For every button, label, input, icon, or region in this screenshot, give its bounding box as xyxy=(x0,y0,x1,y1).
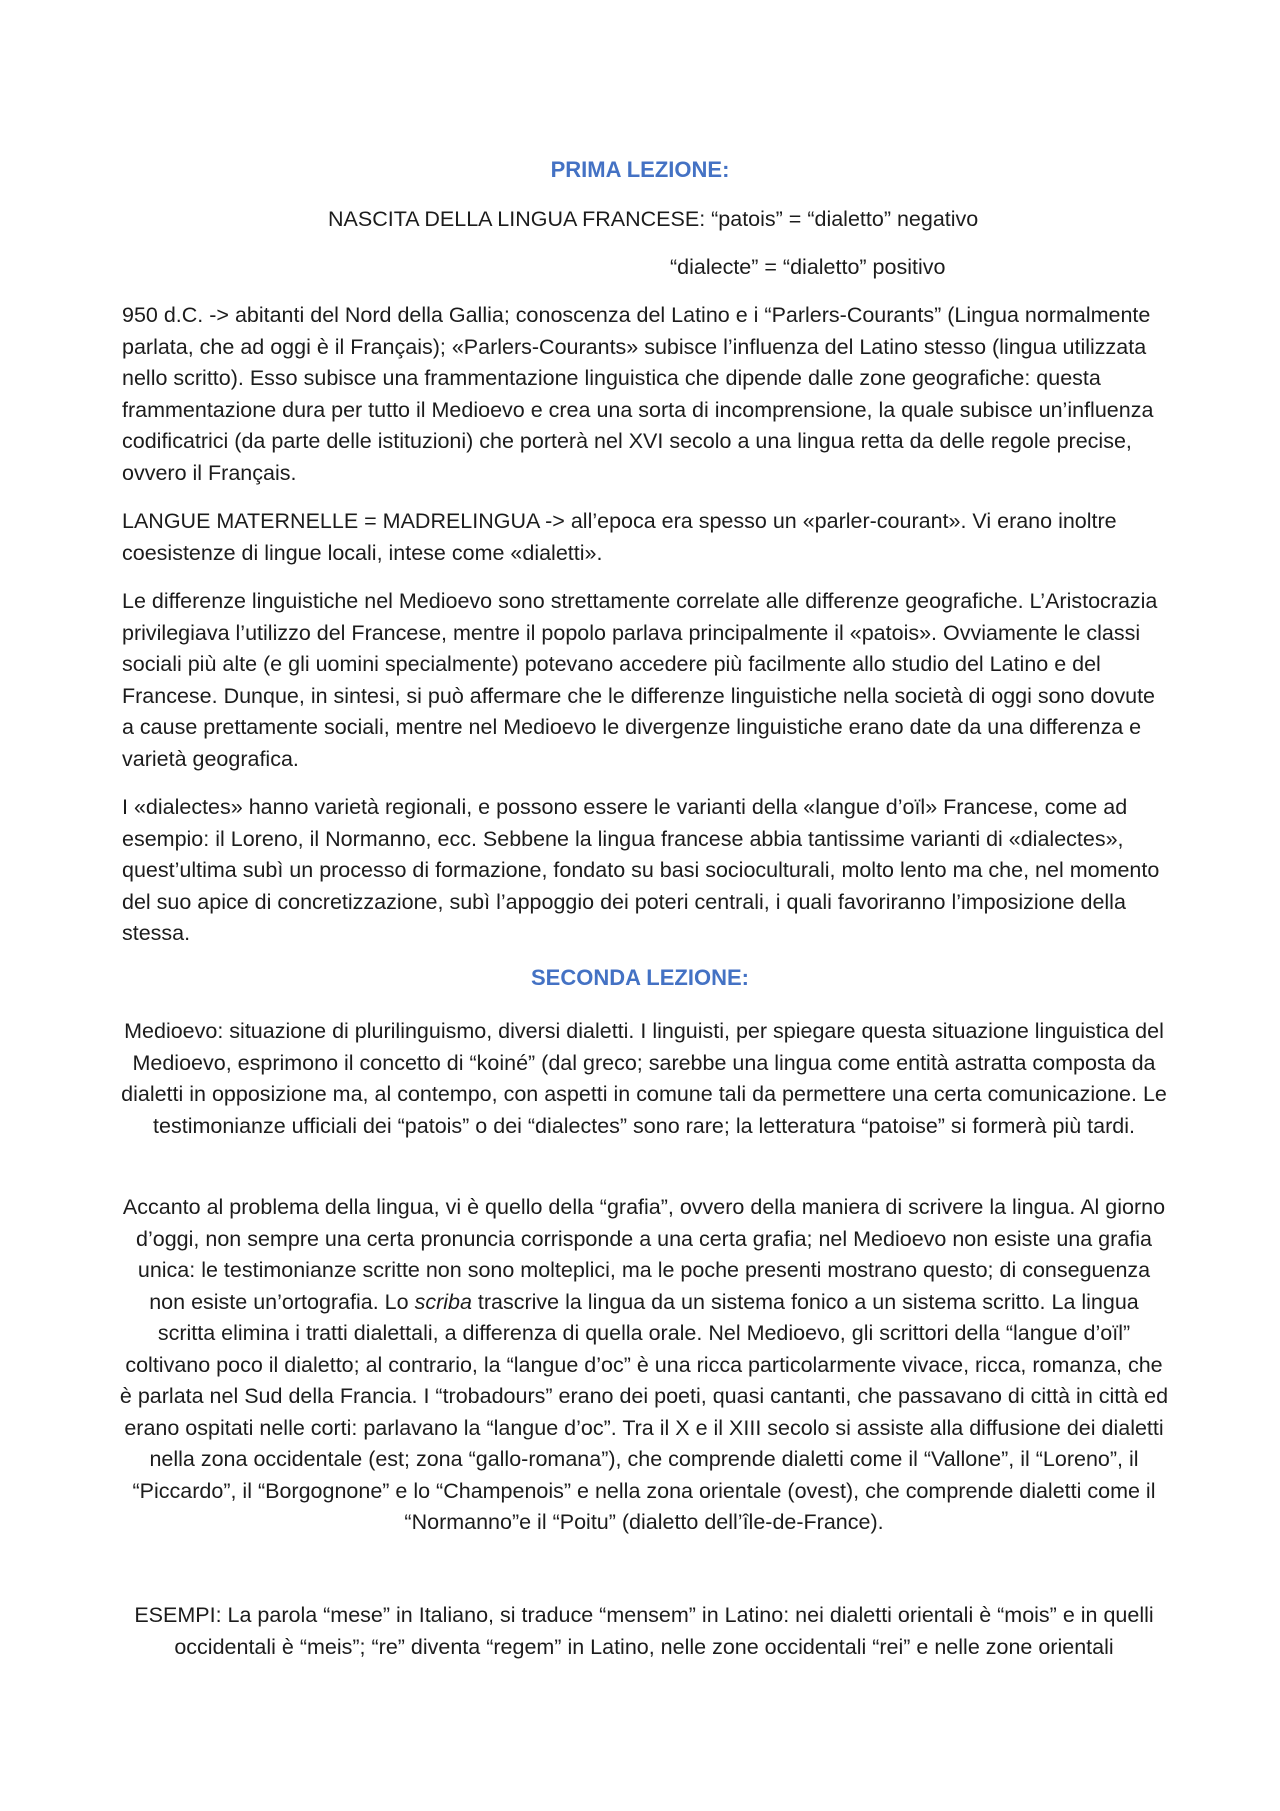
lesson2-paragraph-2 xyxy=(118,1192,1170,1539)
lesson1-heading: PRIMA LEZIONE: xyxy=(550,157,730,182)
lesson1-paragraph-1: 950 d.C. -> abitanti del Nord della Gallia; conoscenza del Latino e i “Parlers-Courants” (Lingua normalmente parlata, che ad oggi è il Français); «Parlers-Courants» subisce l’influenza del Latino stesso (lingua utilizzata nello scritto). Esso subisce una frammentazione linguistica che dipende dalle zone geografiche: questa frammentazione dura per tutto il Medioevo e crea una sorta di incomprensione, la quale subisce un’influenza codificatrici (da parte delle istituzioni) che porterà nel XVI secolo a una lingua retta da delle regole precise, ovvero il Français. xyxy=(122,303,1154,485)
lesson2-paragraph-1: Medioevo: situazione di plurilinguismo, diversi dialetti. I linguisti, per spiegare questa situazione linguistica del Medioevo, esprimono il concetto di “koiné” (dal greco; sarebbe una lingua come entità astratta composta da dialetti in opposizione ma, al contempo, con aspetti in comune tali da permettere una certa comunicazione. Le testimonianze ufficiali dei “patois” o dei “dialectes” sono rare; la letteratura “patoise” si formerà più tardi. xyxy=(121,1019,1167,1138)
scriba-italic: scriba xyxy=(414,1289,472,1314)
lesson1-title-line1: NASCITA DELLA LINGUA FRANCESE: “patois” = “dialetto” negativo xyxy=(328,207,979,231)
lesson2-paragraph-2-part2: trascrive la lingua da un sistema fonico a un sistema scritto. La lingua scritta elimina i tratti dialettali, a differenza di quella orale. Nel Medioevo, gli scrittori della “langue d’oïl” coltivano poco il dialetto; al contrario, la “langue d’oc” è una ricca particolarmente vivace, ricca, romanza, che è parlata nel Sud della Francia. I “trobadours” erano dei poeti, quasi cantanti, che passavano di città in città ed erano ospitati nelle corti: parlavano la “langue d’oc”. Tra il X e il XIII secolo si assiste alla diffusione dei dialetti nella zona occidentale (est; zona “gallo-romana”), che comprende dialetti come il “Vallone”, il “Loreno”, il “Piccardo”, il “Borgognone” e lo “Champenois” e nella zona orientale (ovest), che comprende dialetti come il “Normanno”e il “Poitu” (dialetto dell’île-de-France). xyxy=(119,1289,1169,1534)
lesson1-paragraph-2: LANGUE MATERNELLE = MADRELINGUA -> all’epoca era spesso un «parler-courant». Vi erano inoltre coesistenze di lingue locali, intese come «dialetti». xyxy=(122,509,1117,565)
lesson2-paragraph-2-part1: Accanto al problema della lingua, vi è quello della “grafia”, ovvero della maniera di scrivere la lingua. Al giorno d’oggi, non sempre una certa pronuncia corrisponde a una certa grafia; nel Medioevo non esiste una grafia unica: le testimonianze scritte non sono molteplici, ma le poche presenti mostrano questo; di conseguenza non esiste un’ortografia. Lo xyxy=(122,1195,1166,1314)
lesson2-heading: SECONDA LEZIONE: xyxy=(531,965,749,990)
lesson1-paragraph-3: Le differenze linguistiche nel Medioevo sono strettamente correlate alle differenze geografiche. L’Aristocrazia privilegiava l’utilizzo del Francese, mentre il popolo parlava principalmente il «patois». Ovviamente le classi sociali più alte (e gli uomini specialmente) potevano accedere più facilmente allo studio del Latino e del Francese. Dunque, in sintesi, si può affermare che le differenze linguistiche nella società di oggi sono dovute a cause prettamente sociali, mentre nel Medioevo le divergenze linguistiche erano date da una differenza e varietà geografica. xyxy=(122,589,1158,771)
lesson2-paragraph-3: ESEMPI: La parola “mese” in Italiano, si traduce “mensem” in Latino: nei dialetti orientali è “mois” e in quelli occidentali è “meis”; “re” diventa “regem” in Latino, nelle zone occidentali “rei” e nelle zone orientali xyxy=(134,1603,1154,1659)
lesson1-title-line2: “dialecte” = “dialetto” positivo xyxy=(670,255,946,279)
lesson1-paragraph-4: I «dialectes» hanno varietà regionali, e possono essere le varianti della «langue d’oïl» Francese, come ad esempio: il Loreno, il Normanno, ecc. Sebbene la lingua francese abbia tantissime varianti di «dialectes», quest’ultima subì un processo di formazione, fondato su basi socioculturali, molto lento ma che, nel momento del suo apice di concretizzazione, subì l’appoggio dei poteri centrali, i quali favoriranno l’imposizione della stessa. xyxy=(122,795,1160,945)
